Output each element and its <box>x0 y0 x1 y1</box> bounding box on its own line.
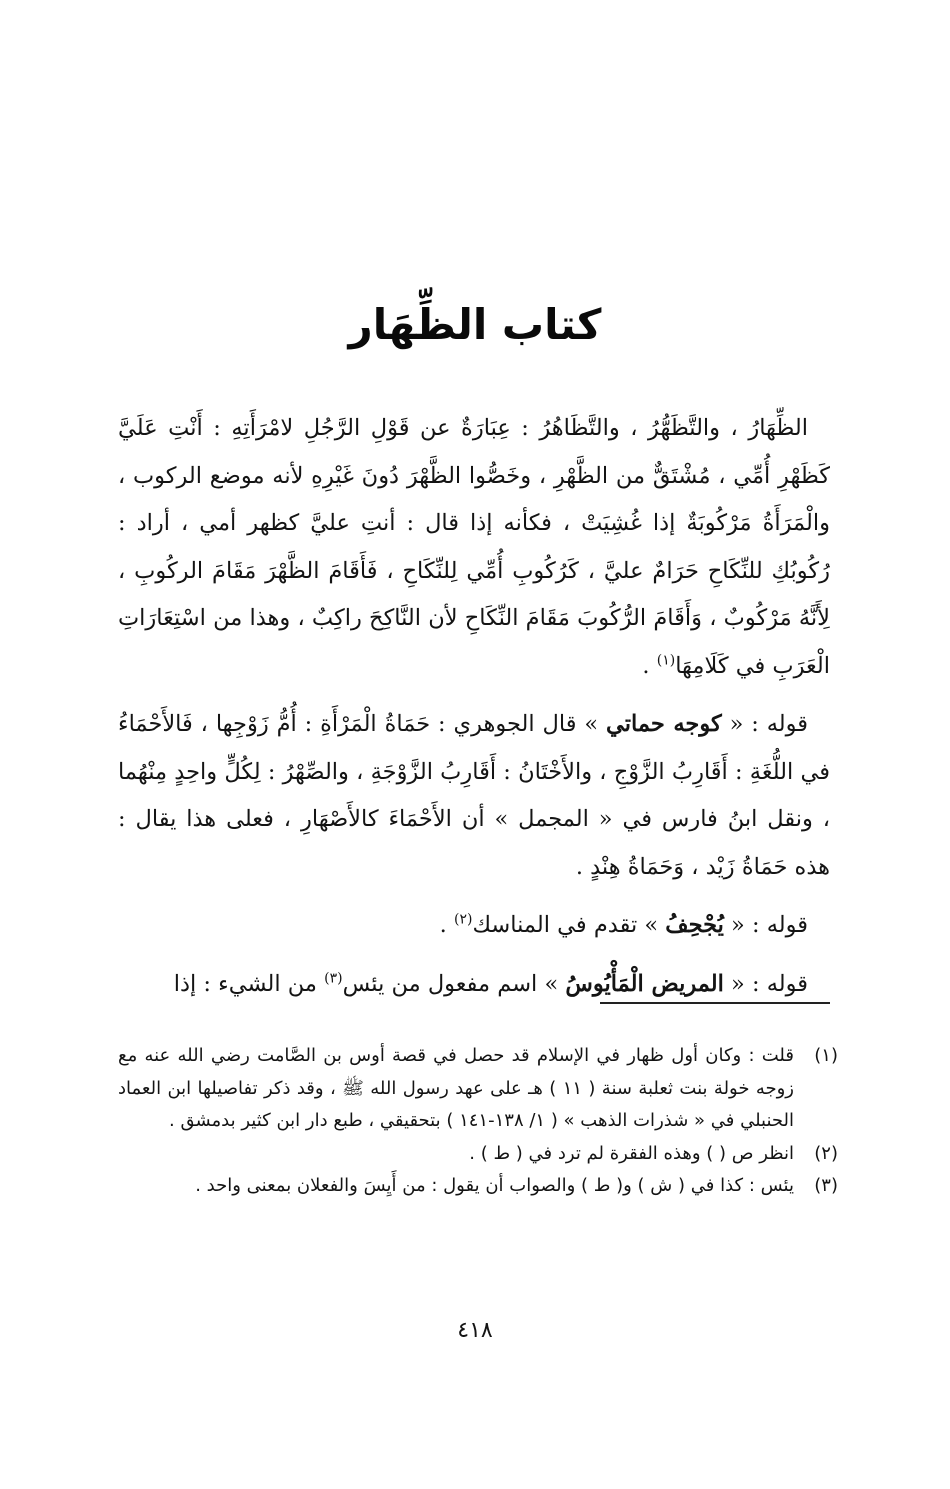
footnotes <box>118 1040 838 1203</box>
paragraph-definition-end: . <box>642 652 657 679</box>
paragraph-hamati-quote: كوجه حماتي <box>606 711 722 737</box>
footnote-item <box>118 1138 838 1171</box>
paragraph-yujhif-quote: يُجْحِفُ <box>665 912 724 938</box>
paragraph-definition-text: الظِّهَارُ ، والتَّظَهُّرُ ، والتَّظَاهُرُ : عِبَارَةٌ عن قَوْلِ الرَّجُلِ لامْرَأَتِهِ : أَنْتِ عَلَيَّ كَظَهْرِ أُمِّي ، مُشْتَقٌّ من الظَّهْرِ ، وخَصُّوا الظَّهْرَ دُونَ غَيْرِهِ لأنه موضع الركوب ، والْمَرَأَةُ مَرْكُوبَةٌ إذا غُشِيَتْ ، فكأنه إذا قال : أنتِ عليَّ كظهر أمي ، أراد : رُكُوبُكِ للنِّكَاحِ حَرَامٌ عليَّ ، كَرُكُوبِ أُمِّي لِلنِّكَاحِ ، فَأَقَامَ الظَّهْرَ مَقَامَ الركُوبِ ، لِأَنَّهُ مَرْكُوبٌ ، وَأَقَامَ الرُّكُوبَ مَقَامَ النِّكَاحِ لأن النَّاكِحَ راكِبٌ ، وهذا من اسْتِعَارَاتِ الْعَرَبِ في كَلَامِهَا <box>118 415 830 679</box>
paragraph-mayus <box>118 961 830 1009</box>
footnote-number: (٢) <box>814 1142 838 1164</box>
paragraph-definition <box>118 405 830 690</box>
footnote-item <box>118 1040 838 1138</box>
paragraph-mayus-end: من الشيء : إذا <box>173 970 325 997</box>
footnote-text: يئس : كذا في ( ش ) و( ط ) والصواب أن يقول : من أَيِسَ والفعلان بمعنى واحد . <box>195 1175 794 1196</box>
page-number: ٤١٨ <box>457 1318 493 1343</box>
paragraph-yujhif-end: . <box>439 912 454 938</box>
footnote-number: (٣) <box>814 1175 838 1196</box>
paragraph-hamati-text: » قال الجوهري : حَمَاةُ الْمَرْأَةِ : أُمُّ زَوْجِها ، فَالأَحْمَاءُ في اللُّغَةِ : أَقَارِبُ الزَّوْجِ ، والأَخْتَانُ : أَقَارِبُ الزَّوْجَةِ ، والصِّهْرُ : لِكُلٍّ واحِدٍ مِنْهُما ، ونقل ابنُ فارس في « المجمل » أن الأَحْمَاءَ كالأَصْهَارِ ، فعلى هذا يقال : هذه حَمَاةُ زَيْد ، وَحَمَاةُ هِنْدٍ . <box>118 711 830 880</box>
main-text <box>118 405 830 1019</box>
paragraph-hamati-lead: قوله : « <box>721 711 808 737</box>
footnote-ref-2: (٢) <box>453 911 473 928</box>
footnote-item <box>118 1170 838 1203</box>
paragraph-mayus-quote: المريض الْمَأْيُوسُ <box>565 970 724 997</box>
paragraph-mayus-lead: قوله : « <box>723 970 808 997</box>
footnote-ref-3: (٣) <box>324 970 343 986</box>
footnote-divider <box>600 1002 830 1004</box>
footnote-number: (١) <box>814 1045 838 1066</box>
paragraph-mayus-text: » اسم مفعول من يئس <box>342 970 566 997</box>
paragraph-hamati <box>118 701 830 891</box>
footnote-text: انظر ص ( ) وهذه الفقرة لم ترد في ( ط ) . <box>469 1142 794 1164</box>
footnote-text: قلت : وكان أول ظهار في الإسلام قد حصل في قصة أوس بن الصَّامت رضي الله عنه مع زوجه خولة بنت ثعلبة سنة ( ١١ ) هـ على عهد رسول الله ﷺ ، وقد ذكر تفاصيلها ابن العماد الحنبلي في « شذرات الذهب » ( ١/ ١٣٨-١٤١ ) بتحقيقي ، طبع دار ابن كثير بدمشق . <box>118 1045 795 1131</box>
paragraph-yujhif-text: » تقدم في المناسك <box>472 912 666 938</box>
footnote-ref-1: (١) <box>656 652 676 668</box>
paragraph-yujhif-lead: قوله : « <box>723 912 808 938</box>
paragraph-yujhif <box>118 902 830 950</box>
chapter-title: كتاب الظِّهَار <box>348 300 602 349</box>
